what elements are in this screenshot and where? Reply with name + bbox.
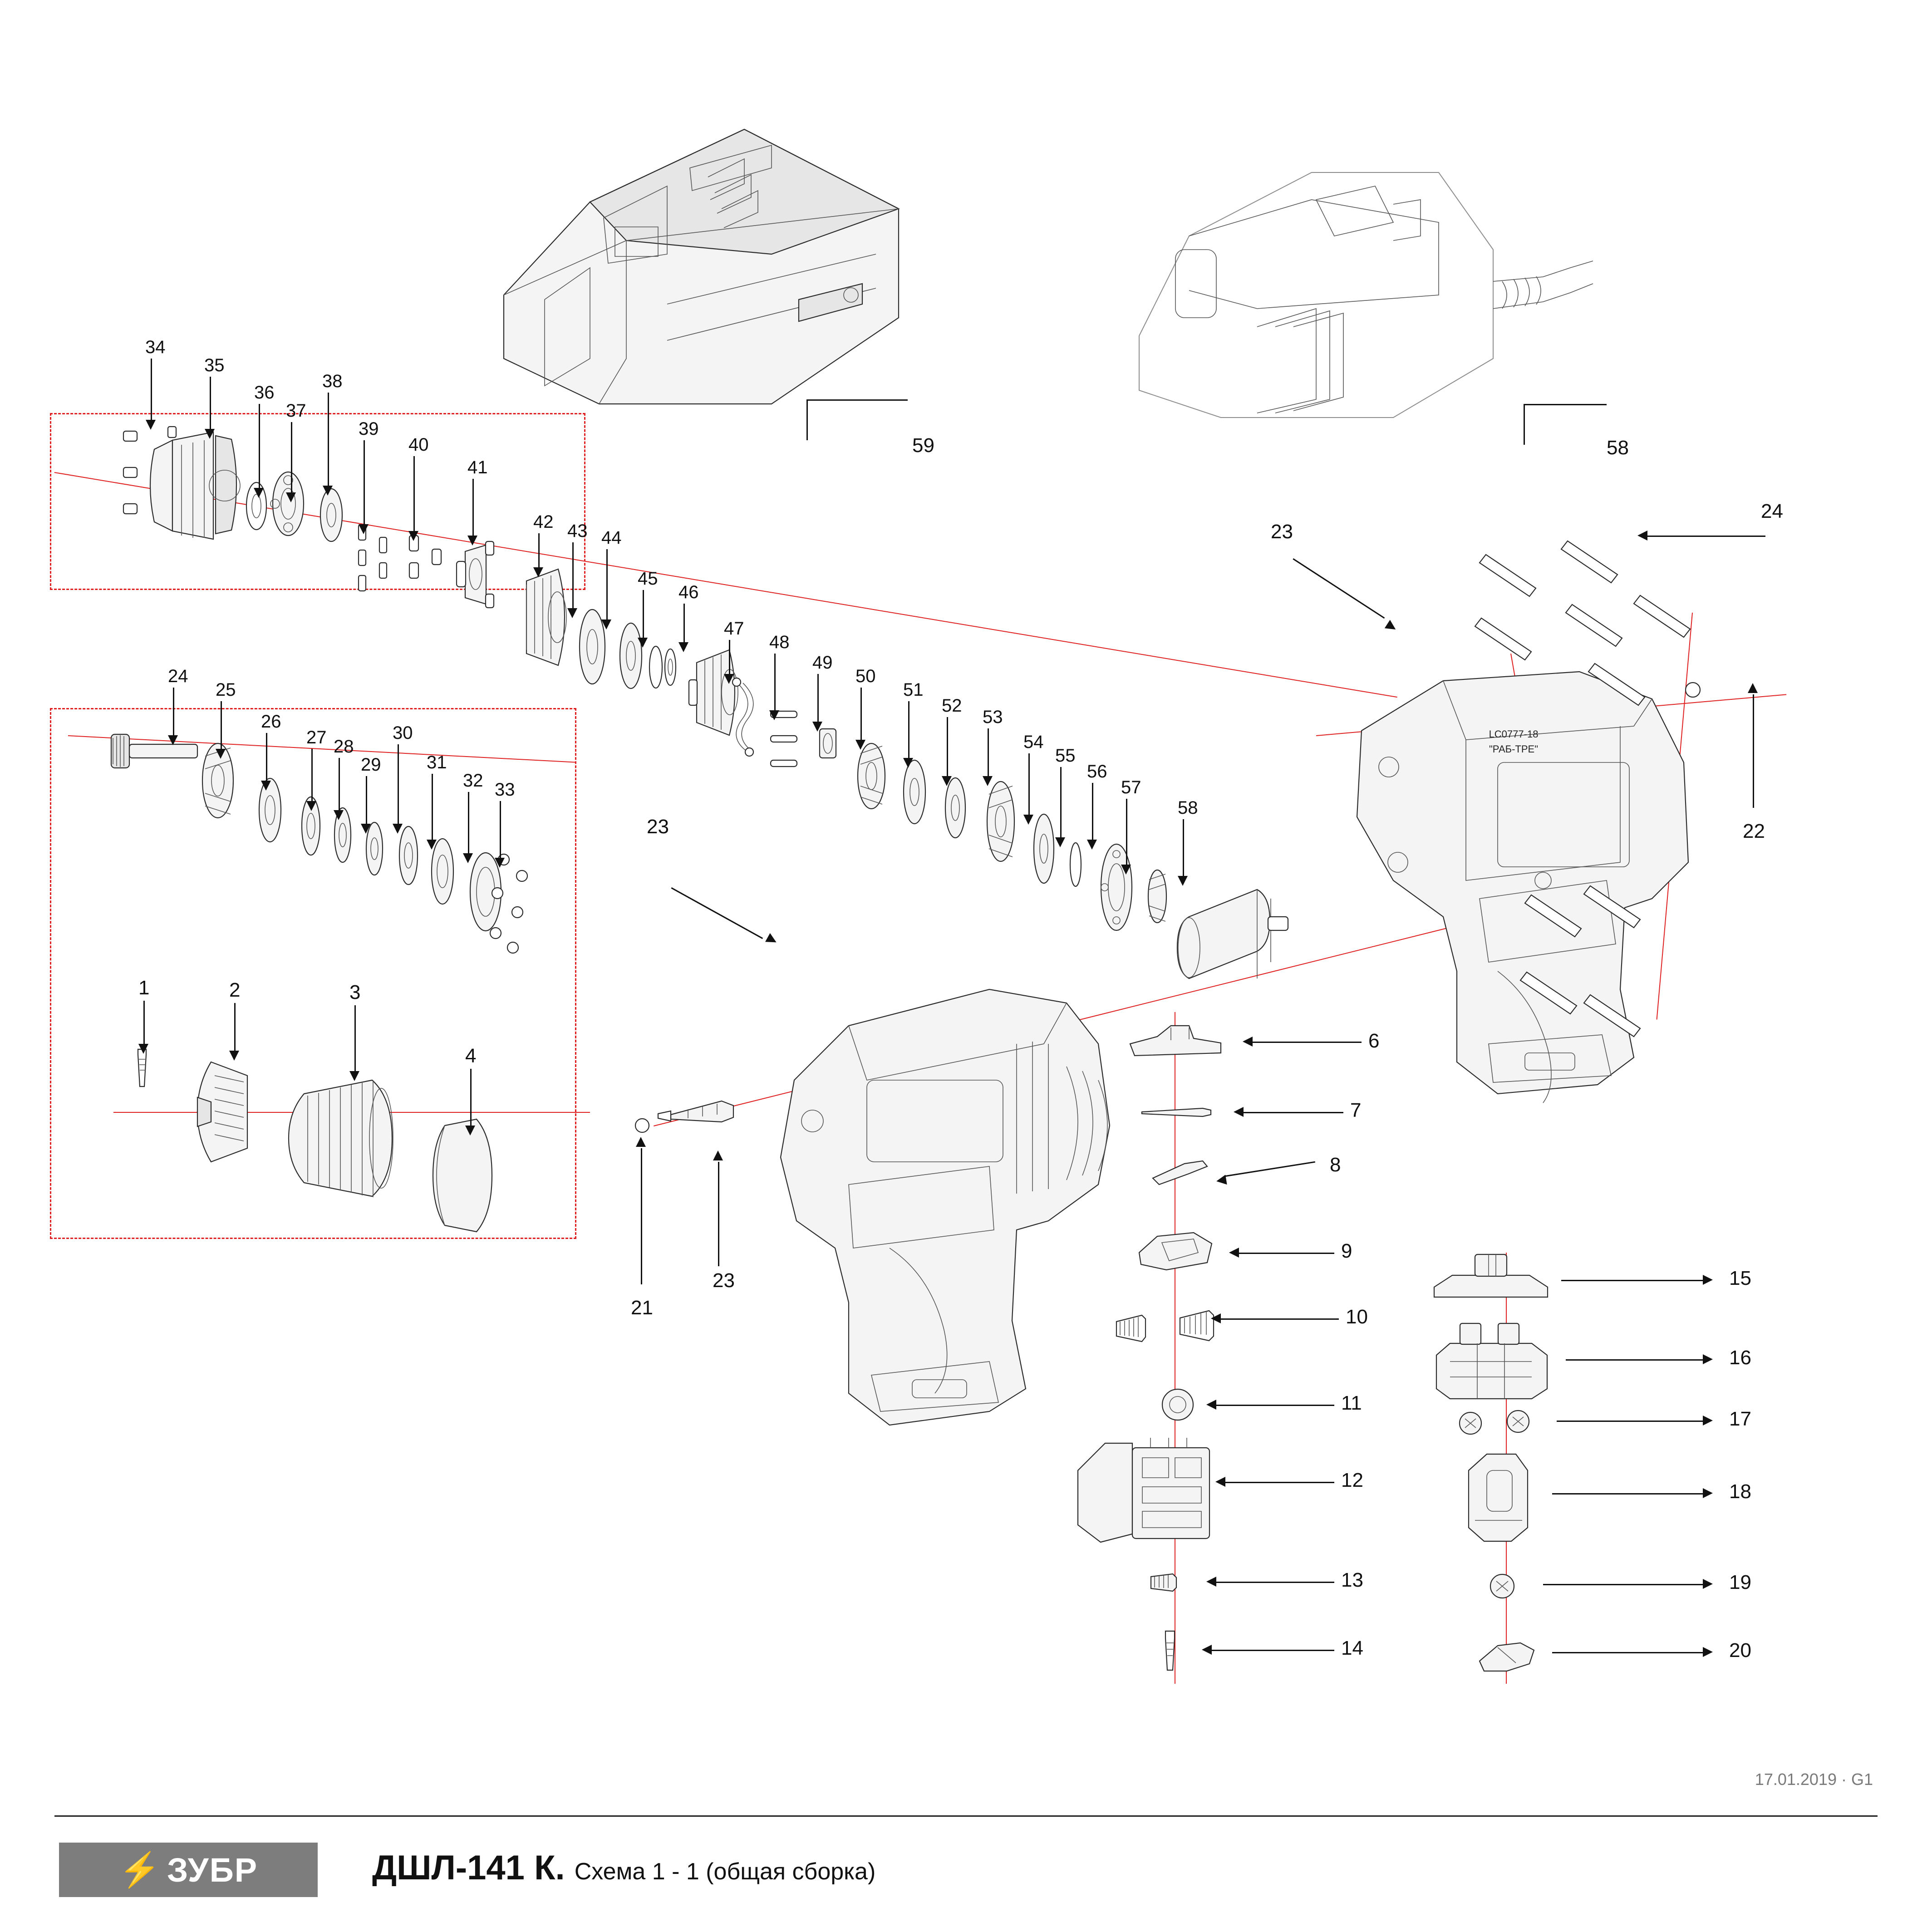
callout-59: 58 — [1178, 798, 1198, 818]
callout-15: 15 — [1729, 1267, 1751, 1289]
leader-12 — [1225, 1482, 1334, 1483]
leader-18 — [1552, 1493, 1706, 1494]
part-charger — [1121, 145, 1602, 440]
arrowhead-32 — [427, 840, 437, 850]
leader-27 — [266, 733, 267, 783]
callout-21b: 22 — [1743, 820, 1765, 842]
part-chuck-body-2 — [179, 1048, 279, 1175]
leader-11 — [1216, 1405, 1334, 1406]
callout-13: 13 — [1341, 1569, 1363, 1591]
leader-35 — [151, 359, 152, 422]
leader-20 — [1552, 1652, 1706, 1653]
leader-25 — [173, 688, 174, 737]
leader-51 — [860, 688, 862, 742]
callout-56: 55 — [1055, 746, 1076, 766]
leader-7 — [1244, 1112, 1343, 1113]
arrowhead-24 — [1637, 531, 1647, 541]
part-screws-24 — [1452, 522, 1797, 1089]
arrowhead-8 — [1215, 1175, 1227, 1186]
arrowhead-11 — [1206, 1400, 1216, 1410]
scheme-subtitle: Схема 1 - 1 (общая сборка) — [574, 1858, 876, 1885]
leader-55 — [1028, 753, 1030, 817]
arrowhead-59 — [1178, 876, 1188, 886]
arrowhead-51 — [855, 740, 865, 750]
part-spring-lever-8 — [1144, 1153, 1230, 1194]
callout-31: 30 — [393, 723, 413, 743]
arrowhead-22 — [713, 1150, 723, 1160]
leader-50 — [817, 674, 819, 724]
leader-23 — [1293, 558, 1385, 619]
leader-43 — [538, 533, 540, 570]
arrowhead-6 — [1243, 1037, 1253, 1047]
callout-9: 9 — [1341, 1240, 1352, 1262]
callout-24: 24 — [1761, 500, 1783, 522]
arrowhead-13 — [1206, 1577, 1216, 1587]
arrowhead-15 — [1703, 1275, 1713, 1285]
arrowhead-28 — [306, 801, 316, 811]
arrowhead-29 — [334, 810, 344, 820]
callout-6: 6 — [1368, 1030, 1380, 1052]
arrowhead-1 — [138, 1044, 148, 1054]
callout-8: 8 — [1330, 1154, 1341, 1176]
callout-3: 3 — [349, 981, 361, 1003]
page-title — [372, 1848, 875, 1888]
leader-39 — [328, 393, 329, 488]
arrowhead-57 — [1087, 840, 1097, 850]
leader-61-riser — [806, 399, 808, 440]
leader-24 — [1647, 536, 1765, 537]
part-chuck-sleeve-3 — [277, 1062, 413, 1212]
arrowhead-16 — [1703, 1354, 1713, 1364]
nameplate-line1: LC0777-18 — [1489, 728, 1539, 740]
callout-40: 39 — [359, 419, 379, 439]
part-spring-13 — [1135, 1561, 1207, 1602]
callout-12: 12 — [1341, 1469, 1363, 1491]
part-balls-34 — [467, 849, 549, 958]
arrowhead-7 — [1234, 1107, 1244, 1117]
nameplate-line2: "РАБ-ТРЕ" — [1489, 743, 1539, 755]
arrowhead-38 — [286, 492, 296, 502]
leader-56 — [1060, 767, 1062, 840]
callout-1: 1 — [138, 977, 150, 999]
leader-37 — [259, 404, 260, 490]
callout-10: 10 — [1346, 1306, 1368, 1328]
callout-35: 34 — [145, 337, 166, 357]
callout-58: 57 — [1121, 777, 1141, 797]
arrowhead-25 — [168, 735, 178, 745]
arrowhead-43 — [533, 567, 543, 577]
arrowhead-19 — [1703, 1579, 1713, 1589]
callout-26: 25 — [216, 680, 236, 700]
arrowhead-41 — [408, 531, 418, 541]
brand-name: ЗУБР — [167, 1851, 258, 1889]
leader-61 — [808, 399, 908, 401]
arrowhead-52 — [903, 758, 913, 768]
brand-logo — [59, 1843, 318, 1897]
part-screws-17 — [1443, 1398, 1557, 1448]
callout-17: 17 — [1729, 1408, 1751, 1430]
arrowhead-2 — [229, 1051, 239, 1061]
arrowhead-21b — [1748, 683, 1758, 693]
leader-14 — [1212, 1650, 1334, 1651]
callout-28: 27 — [306, 728, 327, 747]
leader-46 — [643, 590, 644, 640]
arrowhead-50 — [812, 722, 822, 732]
callout-37: 36 — [254, 383, 275, 403]
leader-34 — [500, 801, 501, 860]
arrowhead-18 — [1703, 1488, 1713, 1498]
arrowhead-17 — [1703, 1416, 1713, 1426]
part-springs-10 — [1098, 1298, 1248, 1366]
callout-22: 23 — [713, 1269, 735, 1292]
arrowhead-53 — [942, 776, 952, 786]
arrowhead-31 — [393, 824, 403, 834]
arrowhead-39 — [323, 486, 333, 496]
leader-6 — [1253, 1042, 1362, 1043]
part-terminal-block-16 — [1418, 1316, 1563, 1411]
leader-9 — [1239, 1253, 1334, 1254]
leader-28 — [311, 749, 313, 803]
arrowhead-35 — [146, 420, 156, 430]
leader-36 — [210, 377, 211, 431]
callout-20: 20 — [1729, 1639, 1751, 1662]
leader-29 — [339, 758, 340, 812]
arrowhead-36 — [205, 429, 215, 439]
leader-60 — [1525, 404, 1607, 405]
callout-2: 2 — [229, 979, 241, 1001]
leader-48 — [729, 640, 730, 676]
leader-60-riser — [1524, 404, 1525, 445]
part-clip-20 — [1466, 1629, 1557, 1684]
callout-39: 38 — [322, 371, 343, 391]
part-carrier-42 — [449, 533, 508, 615]
callout-11: 11 — [1341, 1392, 1362, 1414]
leader-59 — [1183, 819, 1184, 878]
callout-49: 48 — [769, 632, 790, 652]
arrowhead-12 — [1215, 1477, 1225, 1487]
arrowhead-42 — [467, 536, 477, 546]
arrowhead-34 — [495, 858, 505, 868]
callout-57: 56 — [1087, 762, 1107, 782]
leader-42 — [472, 479, 474, 538]
callout-25: 24 — [168, 666, 188, 686]
callout-16: 16 — [1729, 1347, 1751, 1369]
callout-60: 58 — [1607, 437, 1629, 459]
leader-26 — [221, 701, 222, 751]
leader-58 — [1126, 799, 1127, 867]
callout-55: 54 — [1023, 732, 1044, 752]
part-screw-14 — [1148, 1625, 1194, 1684]
leader-21 — [641, 1148, 642, 1284]
leader-40 — [364, 440, 365, 526]
callout-27: 26 — [261, 712, 281, 732]
leader-45 — [606, 549, 608, 622]
part-pin-7 — [1135, 1098, 1225, 1126]
arrowhead-58 — [1121, 865, 1131, 875]
leader-53 — [947, 717, 948, 776]
arrowhead-21 — [636, 1137, 646, 1147]
callout-34: 33 — [495, 780, 515, 800]
callout-4: 4 — [465, 1045, 477, 1067]
model-name: ДШЛ-141 К. — [372, 1848, 565, 1887]
part-screwdriver-bit-22 — [644, 1089, 753, 1144]
document-date-code: 17.01.2019 · G1 — [1755, 1770, 1873, 1789]
arrowhead-48 — [724, 674, 734, 684]
arrowhead-9 — [1229, 1248, 1239, 1258]
part-battery-pack — [454, 104, 944, 422]
leader-30 — [366, 776, 367, 826]
arrowhead-30 — [361, 824, 371, 834]
part-switch-module-12 — [1064, 1430, 1255, 1557]
leader-4 — [470, 1069, 472, 1128]
leader-1 — [143, 1001, 145, 1046]
leader-2 — [234, 1003, 236, 1053]
leader-16 — [1566, 1359, 1706, 1361]
leader-15 — [1561, 1280, 1706, 1281]
callout-36: 35 — [204, 355, 225, 375]
callout-32: 31 — [427, 752, 447, 772]
leader-38 — [291, 422, 292, 495]
leader-57 — [1092, 783, 1093, 842]
leader-21b — [1753, 694, 1754, 808]
part-switch-cover-9 — [1126, 1221, 1230, 1284]
arrowhead-56 — [1055, 837, 1065, 847]
callout-50: 49 — [812, 653, 833, 673]
part-ball-21 — [631, 1114, 654, 1137]
leader-17 — [1557, 1421, 1706, 1422]
arrowhead-40 — [359, 524, 369, 534]
arrowhead-20 — [1703, 1647, 1713, 1657]
arrowhead-46 — [638, 638, 648, 648]
leader-49 — [774, 654, 776, 713]
arrowhead-47 — [678, 642, 688, 652]
callout-44: 43 — [567, 521, 588, 541]
callout-23b: 23 — [647, 816, 669, 838]
leader-32 — [432, 774, 433, 842]
leader-13 — [1216, 1582, 1334, 1583]
callout-48: 47 — [724, 619, 744, 639]
part-gear-51 — [844, 735, 899, 817]
leader-52 — [908, 701, 909, 760]
leader-54 — [988, 728, 989, 778]
callout-42: 41 — [467, 457, 488, 477]
leader-31 — [398, 744, 399, 826]
callout-45: 44 — [601, 528, 622, 548]
leader-33 — [468, 792, 469, 855]
callout-14: 14 — [1341, 1637, 1363, 1659]
callout-29: 28 — [334, 737, 354, 757]
callout-54: 53 — [983, 707, 1003, 727]
callout-61: 59 — [912, 434, 934, 457]
part-bearing-11 — [1153, 1380, 1203, 1430]
part-battery-latch-18 — [1448, 1443, 1552, 1552]
arrowhead-44 — [567, 608, 577, 618]
leader-41 — [413, 456, 415, 533]
arrowhead-10 — [1211, 1313, 1221, 1323]
callout-38: 37 — [286, 401, 306, 421]
callout-30: 29 — [361, 755, 381, 775]
arrowhead-45 — [601, 619, 611, 629]
callout-18: 18 — [1729, 1480, 1751, 1503]
arrowhead-4 — [465, 1126, 475, 1136]
callout-46: 45 — [638, 569, 658, 589]
part-pins-40 — [349, 517, 404, 599]
leader-3 — [354, 1005, 356, 1073]
callout-21: 21 — [631, 1297, 653, 1319]
part-washer-53 — [935, 772, 976, 844]
callout-47: 46 — [678, 582, 699, 602]
part-slider-6 — [1121, 1017, 1230, 1071]
callout-53: 52 — [942, 696, 962, 716]
part-planet-carrier-38 — [263, 467, 313, 540]
callout-33: 32 — [463, 771, 483, 791]
arrowhead-27 — [261, 781, 271, 791]
callout-43: 42 — [533, 512, 554, 532]
leader-10 — [1221, 1318, 1339, 1320]
arrowhead-55 — [1023, 815, 1033, 825]
leader-47 — [683, 604, 685, 644]
callout-23: 23 — [1271, 521, 1293, 543]
part-screw-19 — [1477, 1561, 1527, 1611]
arrowhead-26 — [216, 749, 226, 759]
callout-19: 19 — [1729, 1571, 1751, 1593]
callout-51: 50 — [855, 666, 876, 686]
arrowhead-49 — [769, 710, 779, 720]
lightning-bolt-icon: ⚡ — [118, 1850, 161, 1888]
part-housing-left-half — [699, 930, 1153, 1475]
arrowhead-3 — [349, 1071, 359, 1081]
callout-7: 7 — [1350, 1099, 1362, 1121]
part-contact-plate-15 — [1421, 1244, 1557, 1316]
leader-8 — [1225, 1161, 1315, 1177]
arrowhead-14 — [1202, 1645, 1212, 1655]
arrowhead-37 — [254, 488, 264, 498]
part-washer-52 — [892, 753, 937, 831]
leader-22 — [718, 1162, 719, 1266]
arrowhead-54 — [983, 776, 993, 786]
callout-41: 40 — [408, 435, 429, 455]
footer-divider — [54, 1815, 1878, 1817]
leader-19 — [1543, 1584, 1706, 1585]
leader-44 — [572, 542, 574, 610]
callout-52: 51 — [903, 680, 924, 700]
